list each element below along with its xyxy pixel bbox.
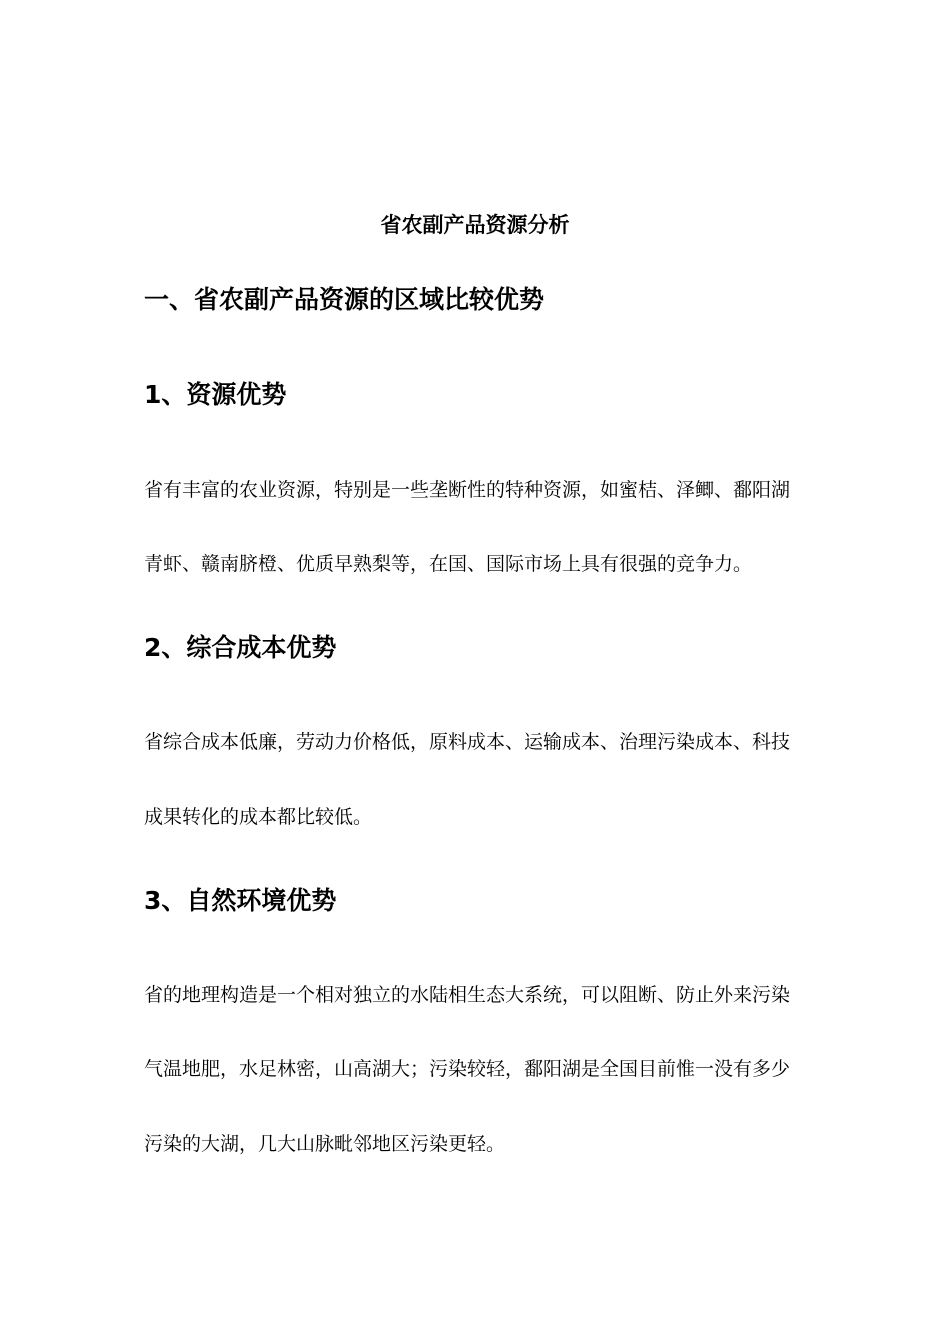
subsection-heading-environment: 3、自然环境优势 [144, 886, 337, 915]
subsection-heading-cost: 2、综合成本优势 [144, 633, 337, 662]
paragraph-line: 省有丰富的农业资源，特别是一些垄断性的特种资源，如蜜桔、泽鲫、鄱阳湖 [144, 479, 791, 501]
paragraph-line: 省的地理构造是一个相对独立的水陆相生态大系统，可以阻断、防止外来污染 [144, 984, 791, 1006]
subsection-heading-resource: 1、资源优势 [144, 380, 287, 409]
paragraph-line: 省综合成本低廉，劳动力价格低，原料成本、运输成本、治理污染成本、科技 [144, 731, 791, 753]
paragraph-line: 污染的大湖，几大山脉毗邻地区污染更轻。 [144, 1133, 506, 1155]
document-title: 省农副产品资源分析 [380, 213, 570, 237]
section-heading-1: 一、省农副产品资源的区域比较优势 [144, 285, 545, 314]
paragraph-line: 气温地肥，水足林密，山高湖大；污染较轻，鄱阳湖是全国目前惟一没有多少 [144, 1058, 791, 1080]
paragraph-line: 成果转化的成本都比较低。 [144, 806, 373, 828]
paragraph-line: 青虾、赣南脐橙、优质早熟梨等，在国、国际市场上具有很强的竞争力。 [144, 553, 753, 575]
